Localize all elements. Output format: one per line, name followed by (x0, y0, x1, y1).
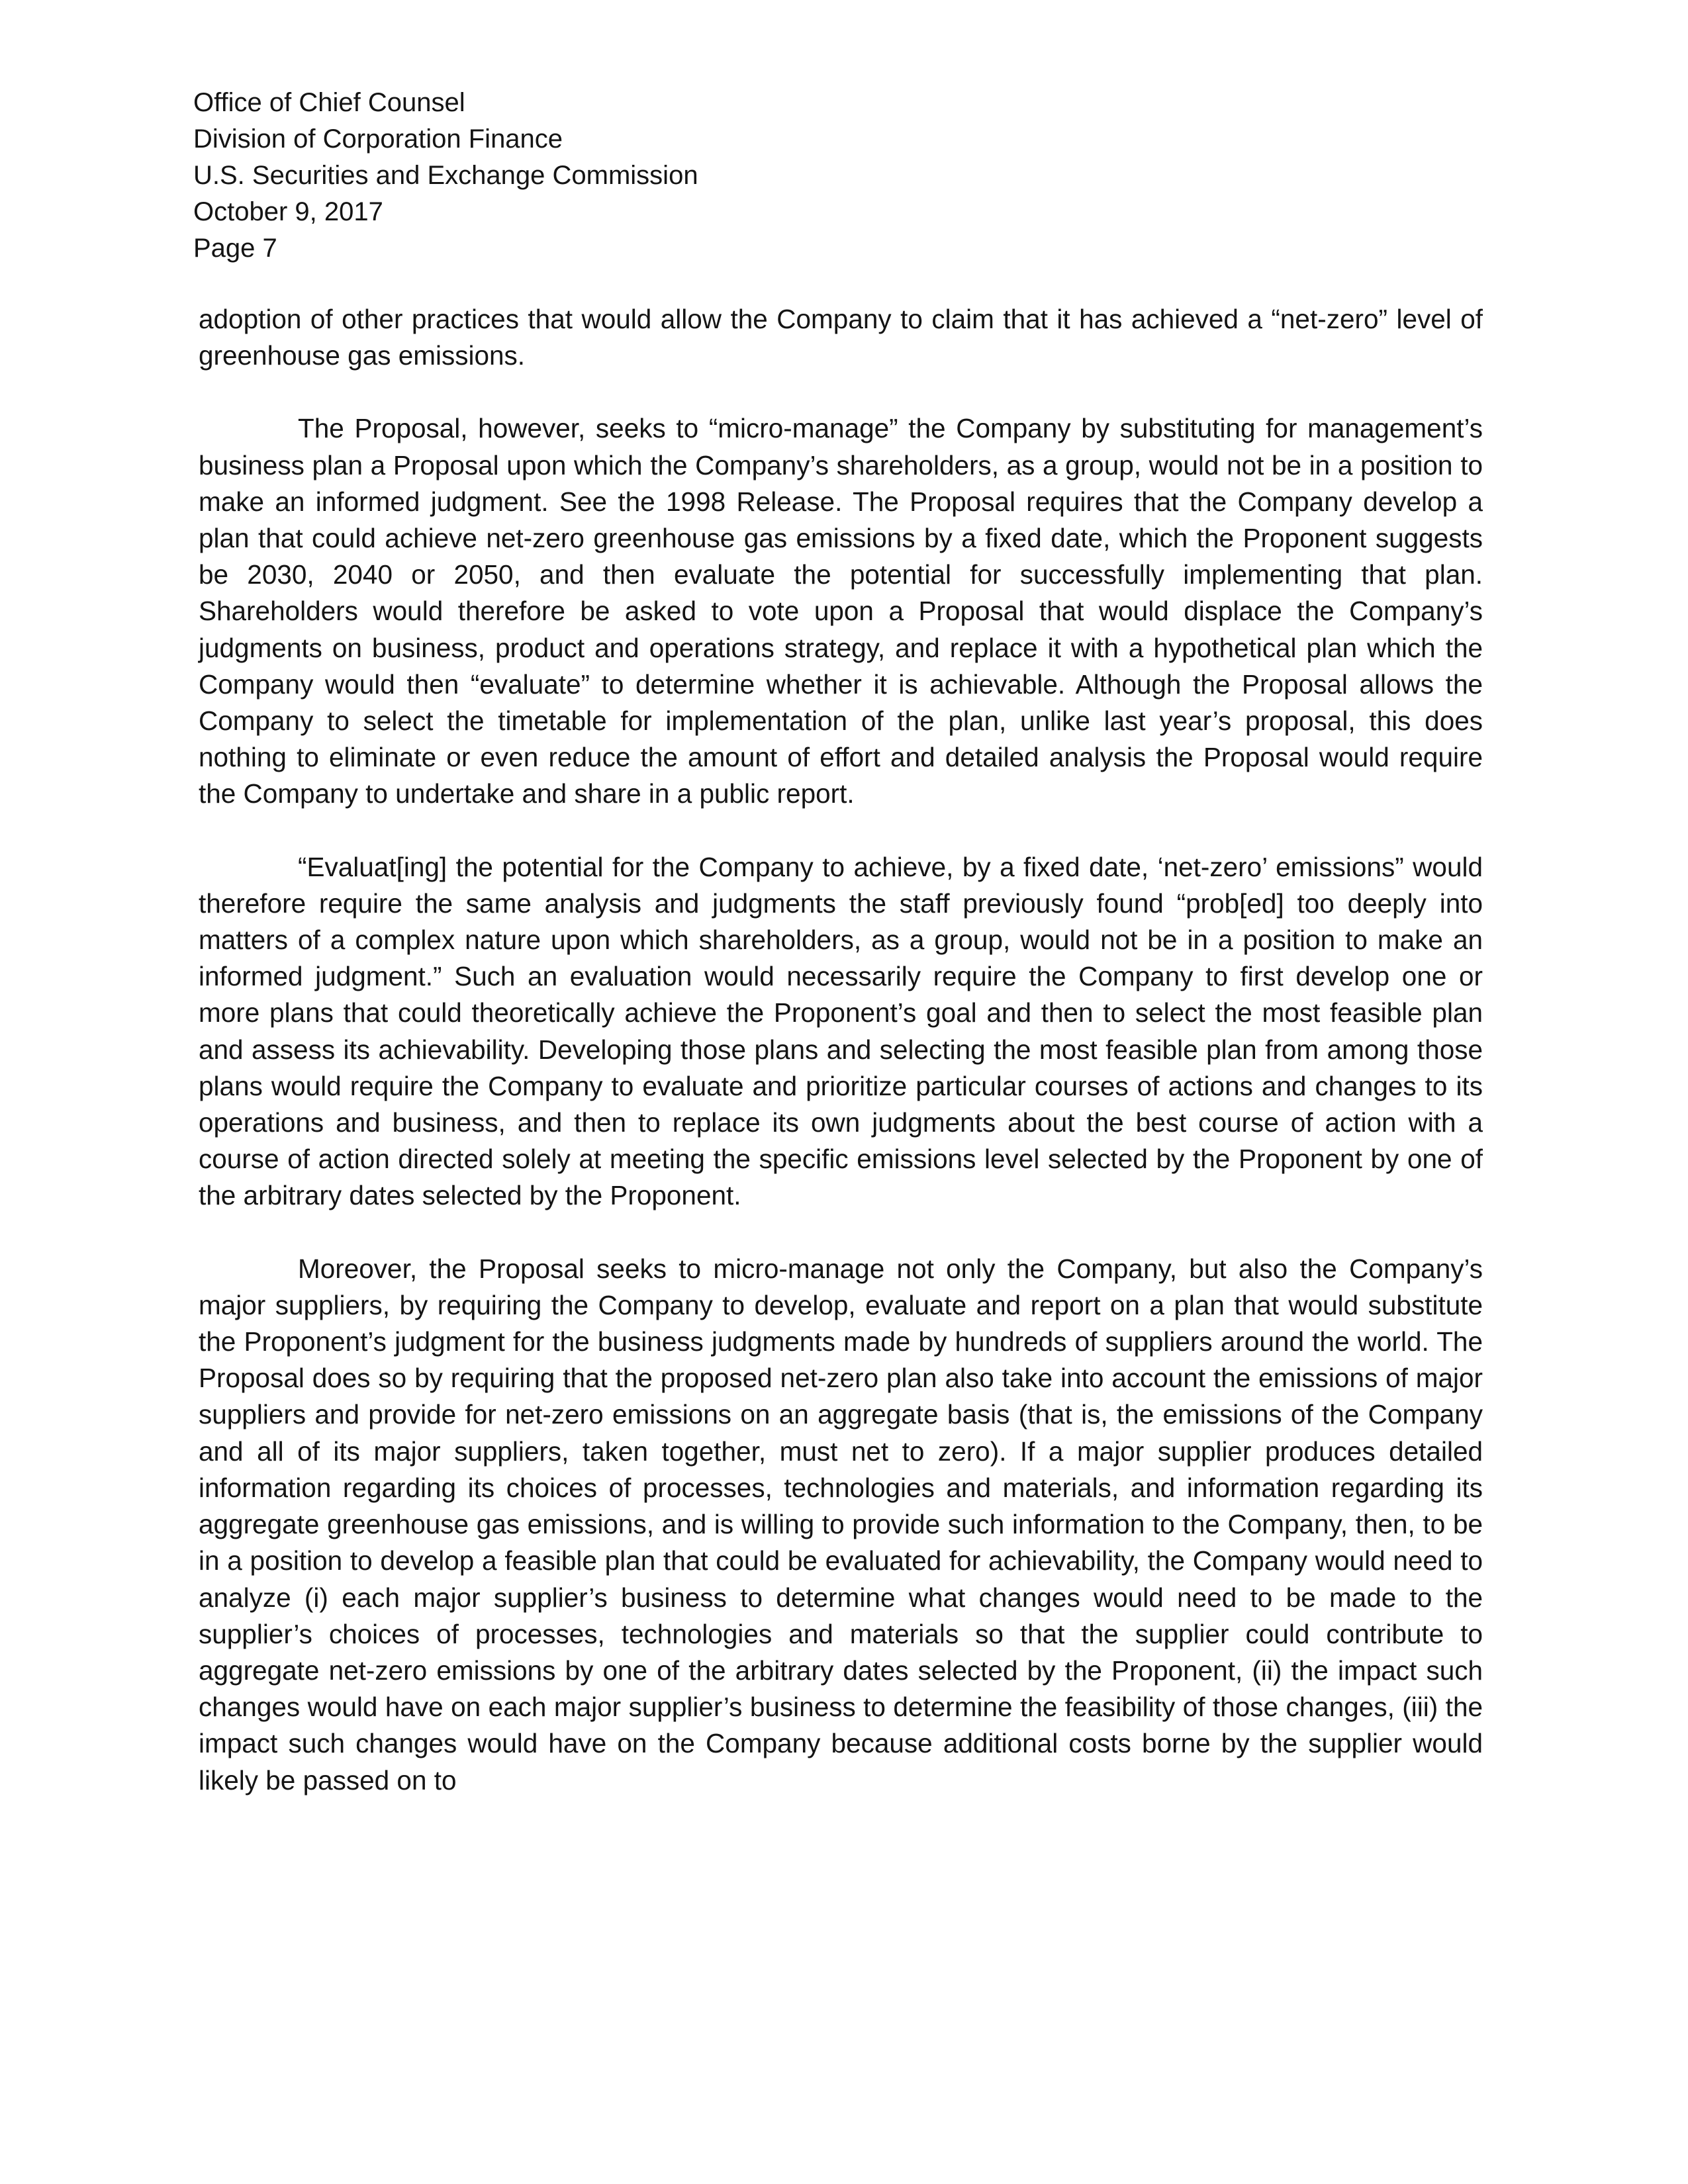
header-division: Division of Corporation Finance (193, 124, 563, 154)
paragraph-evaluation: “Evaluat[ing] the potential for the Company to achieve, by a fixed date, ‘net-zero’ emissions” would therefore require the same analysis and judgments the staff previously found “prob[ed] too deeply into matters of a complex nature upon which shareholders, as a group, would not be in a position to make an informed judgment.” Such an evaluation would necessarily require the Company to first develop one or more plans that could theoretically achieve the Proponent’s goal and then to select the most feasible plan and assess its achievability. Developing those plans and selecting the most feasible plan from among those plans would require the Company to evaluate and prioritize particular courses of actions and changes to its operations and business, and then to replace its own judgments about the best course of action with a course of action directed solely at meeting the specific emissions level selected by the Proponent by one of the arbitrary dates selected by the Proponent. (199, 851, 1483, 1211)
header-page-number: Page 7 (193, 234, 277, 263)
letter-header (193, 85, 988, 267)
header-date: October 9, 2017 (193, 197, 383, 226)
header-agency: U.S. Securities and Exchange Commission (193, 161, 698, 190)
paragraph-micro-manage: The Proposal, however, seeks to “micro-manage” the Company by substituting for management’s business plan a Proposal upon which the Company’s shareholders, as a group, would not be in a position to make an informed judgment. See the 1998 Release. The Proposal requires that the Company develop a plan that could achieve net-zero greenhouse gas emissions by a fixed date, which the Proponent suggests be 2030, 2040 or 2050, and then evaluate the potential for successfully implementing that plan. Shareholders would therefore be asked to vote upon a Proposal that would displace the Company’s judgments on business, product and operations strategy, and replace it with a hypothetical plan which the Company would then “evaluate” to determine whether it is achievable. Although the Proposal allows the Company to select the timetable for implementation of the plan, unlike last year’s proposal, this does nothing to eliminate or even reduce the amount of effort and detailed analysis the Proposal would require the Company to undertake and share in a public report. (199, 413, 1483, 809)
header-office: Office of Chief Counsel (193, 88, 465, 117)
paragraph-continuation: adoption of other practices that would allow the Company to claim that it has achieved a “net-zero” level of greenhouse gas emissions. (199, 304, 1483, 371)
paragraph-suppliers: Moreover, the Proposal seeks to micro-manage not only the Company, but also the Company’s major suppliers, by requiring the Company to develop, evaluate and report on a plan that would substitute the Proponent’s judgment for the business judgments made by hundreds of suppliers around the world. The Proposal does so by requiring that the proposed net-zero plan also take into account the emissions of major suppliers and provide for net-zero emissions on an aggregate basis (that is, the emissions of the Company and all of its major suppliers, taken together, must net to zero). If a major supplier produces detailed information regarding its choices of processes, technologies and materials, and information regarding its aggregate greenhouse gas emissions, and is willing to provide such information to the Company, then, to be in a position to develop a feasible plan that could be evaluated for achievability, the Company would need to analyze (i) each major supplier’s business to determine what changes would need to be made to the supplier’s choices of processes, technologies and materials so that the supplier could contribute to aggregate net-zero emissions by one of the arbitrary dates selected by the Proponent, (ii) the impact such changes would have on each major supplier’s business to determine the feasibility of those changes, (iii) the impact such changes would have on the Company because additional costs borne by the supplier would likely be passed on to (199, 1253, 1483, 1796)
letter-body (199, 301, 1483, 1835)
